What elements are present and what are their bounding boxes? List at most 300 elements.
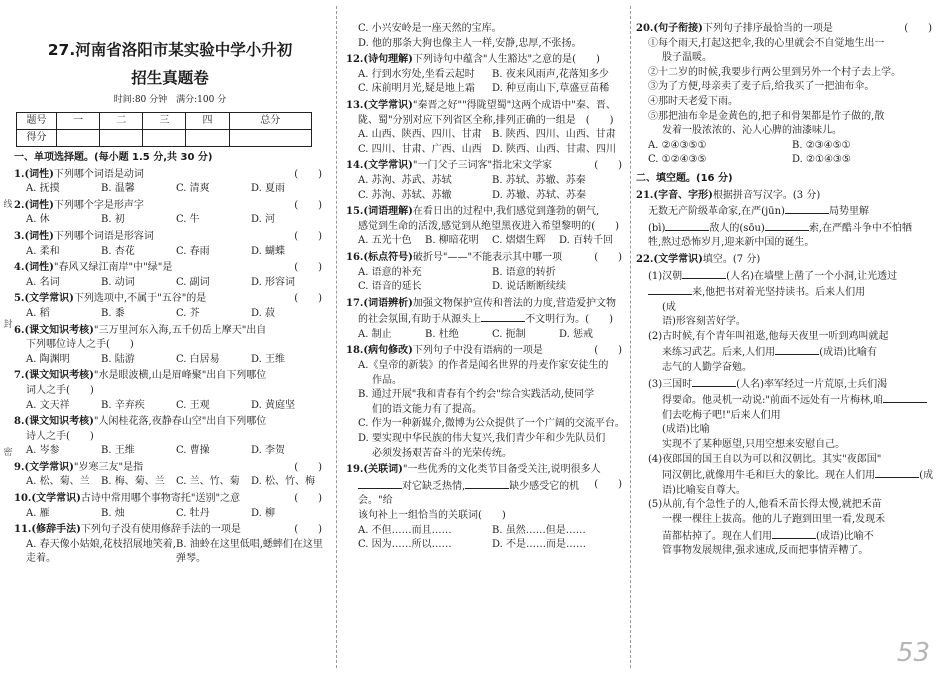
answer-paren[interactable]: ( ) bbox=[294, 199, 322, 211]
option[interactable]: B. 陆游 bbox=[101, 353, 135, 365]
question-tag: (文学常识) bbox=[363, 160, 413, 172]
question bbox=[14, 292, 326, 307]
question-number: 13. bbox=[346, 99, 364, 111]
option[interactable]: C. 熠熠生辉 bbox=[492, 235, 546, 247]
score-header: 二 bbox=[100, 113, 143, 130]
section-heading: 一、单项选择题。(每小题 1.5 分,共 30 分) bbox=[14, 152, 213, 163]
option[interactable]: A. 制止 bbox=[358, 328, 392, 340]
question bbox=[14, 369, 326, 384]
answer-paren[interactable]: ( ) bbox=[594, 160, 622, 172]
question-text: (人名)在墙壁上凿了一个小洞,让光透过 bbox=[726, 270, 898, 282]
answer-blank[interactable] bbox=[775, 344, 819, 355]
option[interactable]: D. 菽 bbox=[251, 307, 276, 319]
question-text-line: ⑤那把油布伞是金黄色的,把子和骨架都是竹子做的,散 bbox=[648, 110, 885, 122]
question-tag: (文学常识) bbox=[363, 99, 413, 111]
question-text: 加强文物保护宣传和普法的力度,营造爱护文物 bbox=[412, 297, 617, 309]
question bbox=[346, 251, 626, 266]
question-text: 来,他把书对着光坚持读书。后来人们用 bbox=[692, 287, 866, 299]
option[interactable]: A. 五光十色 bbox=[358, 235, 412, 247]
option[interactable]: C. 牛 bbox=[176, 214, 200, 226]
question-text: 同汉朝比,就像用牛毛和巨大的象比。现在人们用 bbox=[662, 470, 876, 482]
option[interactable]: D. 松、竹、梅 bbox=[251, 476, 316, 488]
options bbox=[14, 182, 326, 197]
question-tag: (文学常识) bbox=[31, 493, 81, 505]
question-text: 实现不了某种愿望,只用空想来安慰自己。 bbox=[662, 439, 846, 451]
question-text-line: (bì) 敌人的(sōu) 索,在严酷斗争中不怕牺 bbox=[636, 220, 936, 237]
question-number: 6. bbox=[14, 324, 25, 336]
answer-paren[interactable]: ( ) bbox=[294, 493, 322, 505]
option[interactable]: B. 语意的转折 bbox=[492, 266, 556, 278]
question-text-line bbox=[636, 423, 936, 438]
option[interactable]: A. 柔和 bbox=[26, 245, 60, 257]
question-text-line bbox=[346, 478, 626, 509]
side-mark-feng: 封 bbox=[3, 320, 13, 330]
option[interactable]: C. 兰、竹、菊 bbox=[176, 476, 240, 488]
question-text-line bbox=[636, 361, 936, 376]
question-number: 15. bbox=[346, 206, 364, 218]
column-3 bbox=[636, 0, 936, 673]
options bbox=[14, 353, 326, 368]
question-text-line bbox=[636, 315, 936, 330]
question-text: 不文明行为。( ) bbox=[525, 314, 613, 326]
option[interactable]: D. 不是……而是…… bbox=[492, 539, 587, 551]
question-tag: (词语理解) bbox=[363, 206, 413, 218]
question-number: 22. bbox=[636, 253, 654, 265]
question-text-line bbox=[636, 344, 936, 361]
question bbox=[14, 324, 326, 339]
question-text: (成语)比喻不 bbox=[816, 530, 874, 542]
question-text-line: C. 作为一种新媒介,微博为公众提供了一个广阔的交流平台。 bbox=[358, 418, 625, 430]
option[interactable]: C. 芥 bbox=[176, 307, 200, 319]
option[interactable]: C. 白居易 bbox=[176, 353, 220, 365]
question-text: (1)汉朝 bbox=[648, 270, 683, 282]
option[interactable]: A. 岑参 bbox=[26, 445, 60, 457]
option[interactable]: B. 虽然……但是…… bbox=[492, 524, 586, 536]
answer-blank[interactable] bbox=[875, 467, 919, 478]
question-tag: (标点符号) bbox=[363, 251, 413, 263]
option[interactable]: A. 稻 bbox=[26, 307, 50, 319]
side-mark-mi: 密 bbox=[3, 448, 13, 458]
options bbox=[14, 538, 326, 567]
question-tag: (课文知识考核) bbox=[24, 324, 94, 336]
answer-blank[interactable] bbox=[772, 528, 816, 539]
option[interactable]: A. 山西、陕西、四川、甘肃 bbox=[358, 129, 482, 141]
option[interactable]: A. 名词 bbox=[26, 276, 60, 288]
options bbox=[14, 444, 326, 459]
question-list bbox=[14, 168, 326, 567]
question-text-line: ②十二岁的时候,我要步行两公里到另外一个村子去上学。 bbox=[648, 66, 902, 78]
option[interactable]: C. 清爽 bbox=[176, 183, 210, 195]
options bbox=[14, 507, 326, 522]
option[interactable]: A. 行到水穷处,坐看云起时 bbox=[358, 68, 475, 80]
question-text: 来练习武艺。后来,人们用 bbox=[662, 347, 776, 359]
question bbox=[636, 22, 936, 37]
option[interactable]: D. 夏雨 bbox=[251, 183, 286, 195]
option[interactable]: D. ②①④③⑤ bbox=[792, 154, 851, 166]
option[interactable]: B. 陕西、四川、山西、甘肃 bbox=[492, 129, 616, 141]
question bbox=[346, 297, 626, 312]
question-text: "岁寒三友"是指 bbox=[73, 461, 144, 473]
answer-blank[interactable] bbox=[692, 376, 736, 387]
answer-paren[interactable]: ( ) bbox=[294, 168, 322, 180]
question-number: 3. bbox=[14, 230, 25, 242]
question-tag: (病句修改) bbox=[363, 345, 413, 357]
question-tag: (课文知识考核) bbox=[24, 370, 94, 382]
question-text-line: ①每个雨天,打起这把伞,我的心里就会不自觉地生出一 bbox=[648, 37, 885, 49]
question-text-line bbox=[636, 453, 936, 468]
option[interactable]: A. 抚摸 bbox=[26, 183, 60, 195]
question-number: 11. bbox=[14, 524, 32, 536]
question-text: (成语)比喻妄自尊大。 bbox=[662, 470, 934, 496]
question-text: (3)三国时 bbox=[648, 378, 693, 390]
answer-paren[interactable]: ( ) bbox=[294, 262, 322, 274]
question-text-line bbox=[636, 376, 936, 393]
question-text: 苗都枯掉了。现在人们用 bbox=[662, 530, 772, 542]
question-text-line: 陇、蜀"分别对应下列省区全称,排列正确的一组是 ( ) bbox=[358, 114, 614, 126]
options bbox=[346, 266, 626, 295]
answer-blank[interactable] bbox=[481, 311, 525, 322]
answer-blank[interactable] bbox=[883, 392, 927, 403]
score-cell[interactable] bbox=[186, 130, 229, 147]
question-text: (成语)比喻有 bbox=[819, 347, 877, 359]
option[interactable]: A. 不但……而且…… bbox=[358, 524, 452, 536]
option[interactable]: B. 初 bbox=[101, 214, 125, 226]
option[interactable]: C. 王观 bbox=[176, 399, 210, 411]
option[interactable]: D. 说话断断续续 bbox=[492, 281, 567, 293]
options bbox=[14, 307, 326, 322]
question-text: "春风又绿江南岸"中"绿"是 bbox=[53, 262, 173, 274]
question-text-line: B. 通过开展"我和青春有个约会"综合实践活动,使同学 bbox=[358, 389, 595, 401]
option[interactable]: B. 油蛉在这里低唱,蟋蟀们在这里弹琴。 bbox=[176, 538, 323, 565]
question-text: "三万里河东入海,五千仞岳上摩天"出自 bbox=[93, 324, 267, 336]
answer-paren[interactable]: ( ) bbox=[294, 293, 322, 305]
answer-blank[interactable] bbox=[765, 220, 809, 231]
question bbox=[346, 53, 626, 68]
question-text-line: 牲,熬过恐怖岁月,迎来新中国的诞生。 bbox=[648, 237, 815, 249]
question-text: 们去吃梅子吧!"后来人们用 bbox=[662, 409, 781, 421]
option-line: C. 小兴安岭是一座天然的宝库。 bbox=[358, 23, 502, 34]
question-continuation bbox=[346, 22, 626, 51]
options bbox=[14, 213, 326, 228]
option[interactable]: C. 副词 bbox=[176, 276, 210, 288]
option[interactable]: C. 因为……所以…… bbox=[358, 539, 452, 551]
option[interactable]: D. 蝴蝶 bbox=[251, 245, 286, 257]
option[interactable]: B. 王维 bbox=[101, 445, 135, 457]
option[interactable]: D. 柳 bbox=[251, 507, 276, 519]
question-text-line bbox=[636, 498, 936, 513]
question bbox=[346, 99, 626, 114]
options bbox=[14, 475, 326, 490]
options bbox=[14, 245, 326, 260]
option[interactable]: A. 春天像小姑娘,花枝招展地笑着,走着。 bbox=[26, 538, 176, 565]
question bbox=[14, 199, 326, 214]
question-text-line bbox=[636, 301, 936, 316]
options bbox=[14, 276, 326, 291]
question-number: 21. bbox=[636, 189, 654, 201]
question bbox=[14, 168, 326, 183]
question bbox=[346, 205, 626, 220]
options bbox=[346, 524, 626, 553]
options bbox=[636, 139, 936, 168]
question-tag: (诗句理解) bbox=[363, 54, 413, 66]
question-number: 12. bbox=[346, 54, 364, 66]
option[interactable]: B. 梅、菊、兰 bbox=[101, 476, 165, 488]
answer-blank[interactable] bbox=[465, 478, 509, 489]
score-cell[interactable] bbox=[229, 130, 311, 147]
question-number: 7. bbox=[14, 370, 25, 382]
question bbox=[14, 492, 326, 507]
question bbox=[14, 261, 326, 276]
question-number: 2. bbox=[14, 199, 25, 211]
answer-paren[interactable]: ( ) bbox=[66, 384, 94, 396]
option[interactable]: A. 苏洵、苏武、苏轼 bbox=[358, 174, 452, 186]
question-text-line: 无数无产阶级革命家,在严(jūn) 局势里解 bbox=[636, 203, 936, 220]
question-number: 1. bbox=[14, 168, 25, 180]
question-text: 下列哪个词语是动词 bbox=[53, 168, 144, 180]
score-table bbox=[16, 112, 312, 147]
question-text-line bbox=[636, 438, 936, 453]
question-text: 下列哪个词语是形容词 bbox=[53, 230, 154, 242]
question-text-line: 股子温暖。 bbox=[662, 52, 712, 64]
question bbox=[14, 230, 326, 245]
question-number: 19. bbox=[346, 464, 364, 476]
question-text: "水是眼波横,山是眉峰聚"出自下列哪位 bbox=[93, 370, 267, 382]
question-tag: (词性) bbox=[24, 199, 54, 211]
column-divider-2 bbox=[630, 6, 631, 668]
question-tag: (修辞手法) bbox=[31, 524, 81, 536]
question-list bbox=[636, 22, 936, 559]
question-text-line: 该句补上一组恰当的关联词( ) bbox=[358, 510, 506, 521]
question-text-line: 诗人之手( ) bbox=[26, 430, 94, 442]
question-text: 填空。(7 分) bbox=[702, 253, 761, 265]
question bbox=[346, 344, 626, 359]
option[interactable]: C. 语音的延长 bbox=[358, 281, 422, 293]
option[interactable]: C. 曹操 bbox=[176, 445, 210, 457]
option[interactable]: C. ①②④③⑤ bbox=[648, 154, 707, 166]
question-text: "一门父子三词客"指北宋文学家 bbox=[412, 160, 553, 172]
question-text: 对它缺乏热情, bbox=[402, 480, 466, 492]
question bbox=[636, 189, 936, 204]
option[interactable]: A. 松、菊、兰 bbox=[26, 476, 90, 488]
question-text-line bbox=[636, 268, 936, 301]
option[interactable]: B. 辛弃疾 bbox=[101, 399, 145, 411]
question-text-line: ③为了方便,母亲卖了麦子后,给我买了一把油布伞。 bbox=[648, 81, 875, 93]
option[interactable]: C. 床前明月光,疑是地上霜 bbox=[358, 83, 475, 95]
exam-subtitle: 招生真题卷 bbox=[131, 69, 209, 87]
answer-paren[interactable]: ( ) bbox=[106, 339, 134, 351]
option[interactable]: B. 夜来风雨声,花落知多少 bbox=[492, 68, 609, 80]
question-text: 语)形容刻苦好学。 bbox=[662, 316, 746, 328]
score-cell[interactable] bbox=[57, 130, 100, 147]
question-tag: (词语辨析) bbox=[363, 297, 413, 309]
score-header: 三 bbox=[143, 113, 186, 130]
answer-paren[interactable]: ( ) bbox=[294, 230, 322, 242]
question-tag: (文学常识) bbox=[653, 253, 703, 265]
question-text: "秦晋之好""得陇望蜀"这两个成语中"秦、晋、 bbox=[412, 99, 616, 111]
score-label: 得分 bbox=[17, 130, 57, 147]
question-text: 根据拼音写汉字。(3 分) bbox=[712, 189, 821, 201]
answer-paren[interactable]: ( ) bbox=[594, 345, 622, 357]
score-cell[interactable] bbox=[100, 130, 143, 147]
exam-meta: 时间:80 分钟 满分:100 分 bbox=[113, 95, 227, 105]
question-number: 10. bbox=[14, 493, 32, 505]
question-text: 下列句子中没有语病的一项是 bbox=[412, 345, 543, 357]
option[interactable]: C. 苏洵、苏轼、苏辙 bbox=[358, 189, 452, 201]
option[interactable]: D. 河 bbox=[251, 214, 276, 226]
answer-blank[interactable] bbox=[665, 220, 709, 231]
answer-paren[interactable]: ( ) bbox=[478, 510, 506, 521]
question-text-line: A.《皇帝的新装》的作者是闻名世界的丹麦作家安徒生的 bbox=[358, 360, 609, 372]
answer-paren[interactable]: ( ) bbox=[594, 251, 622, 263]
question-text-line bbox=[636, 544, 936, 559]
question-tag: (文学常识) bbox=[24, 461, 74, 473]
answer-paren[interactable]: ( ) bbox=[66, 430, 94, 442]
option[interactable]: B. 黍 bbox=[101, 307, 125, 319]
option[interactable]: B. 温馨 bbox=[101, 183, 135, 195]
option[interactable]: A. 语意的补充 bbox=[358, 266, 422, 278]
question-number: 5. bbox=[14, 293, 25, 305]
question-text-line: 下列哪位诗人之手( ) bbox=[26, 339, 134, 351]
question bbox=[14, 523, 326, 538]
question bbox=[14, 461, 326, 476]
option[interactable]: C. 扼制 bbox=[492, 328, 526, 340]
question-text-line: 词人之手( ) bbox=[26, 384, 94, 396]
option[interactable]: D. 李贺 bbox=[251, 445, 286, 457]
question-text: 管事物发展规律,强求速成,反而把事情弄糟了。 bbox=[662, 545, 869, 557]
column-2 bbox=[346, 0, 626, 673]
question-number: 17. bbox=[346, 297, 364, 309]
section-heading: 二、填空题。(16 分) bbox=[636, 172, 733, 184]
option[interactable]: D. 黄庭坚 bbox=[251, 399, 296, 411]
option[interactable]: D. 苏辙、苏轼、苏秦 bbox=[492, 189, 587, 201]
question-text: 破折号"——"不能表示其中哪一项 bbox=[412, 251, 563, 263]
question-text-line: 作品。 bbox=[372, 374, 402, 386]
option[interactable]: D. 惩戒 bbox=[559, 328, 594, 340]
answer-paren[interactable]: ( ) bbox=[591, 220, 619, 232]
option[interactable]: B. 柳暗花明 bbox=[425, 235, 479, 247]
page-number: 53 bbox=[896, 638, 930, 668]
option[interactable]: B. 杜绝 bbox=[425, 328, 459, 340]
option[interactable]: A. ②④③⑤① bbox=[648, 139, 707, 151]
column-divider-1 bbox=[336, 6, 337, 668]
option[interactable]: C. 四川、甘肃、广西、山西 bbox=[358, 143, 482, 155]
answer-paren[interactable]: ( ) bbox=[904, 23, 932, 34]
question-text: 缺少感受它的机会。"给 bbox=[358, 480, 580, 507]
options bbox=[14, 399, 326, 414]
question-text: 索,在严酷斗争中不怕牺 bbox=[808, 222, 912, 234]
question-text-line bbox=[636, 392, 936, 423]
question-text: 古诗中常用哪个事物寄托"送别"之意 bbox=[80, 493, 241, 505]
option[interactable]: B. 动词 bbox=[101, 276, 135, 288]
question-text-line bbox=[636, 528, 936, 545]
option[interactable]: B. ②③④⑤① bbox=[792, 139, 851, 151]
option[interactable]: B. 苏轼、苏辙、苏秦 bbox=[492, 174, 586, 186]
question-number: 18. bbox=[346, 345, 364, 357]
question-number: 16. bbox=[346, 251, 364, 263]
question bbox=[14, 415, 326, 430]
side-mark-xian: 线 bbox=[3, 200, 13, 210]
option[interactable]: D. 形容词 bbox=[251, 276, 296, 288]
question-tag: (文学常识) bbox=[24, 293, 74, 305]
question-text-line: 们的语文能力有了提高。 bbox=[372, 403, 482, 415]
question-text-line: 必须发扬艰苦奋斗的光荣传统。 bbox=[372, 447, 512, 459]
question-text: (人名)率军经过一片荒原,士兵们渴 bbox=[736, 378, 888, 390]
question-text: (成语)比喻 bbox=[662, 424, 710, 436]
question-text: 志气的人勤学奋勉。 bbox=[662, 362, 752, 374]
answer-paren[interactable]: ( ) bbox=[294, 461, 322, 473]
option[interactable]: D. 百转千回 bbox=[559, 235, 614, 247]
score-header: 四 bbox=[186, 113, 229, 130]
question-text: 在看日出的过程中,我们感觉到蓬勃的朝气, bbox=[412, 206, 600, 218]
score-cell[interactable] bbox=[143, 130, 186, 147]
question-number: 8. bbox=[14, 416, 25, 428]
question-text-line: 发着一股浓浓的、沁人心脾的油漆味儿。 bbox=[662, 125, 842, 137]
answer-paren[interactable]: ( ) bbox=[594, 478, 622, 490]
question-text: (4)夜郎国的国王自以为可以和汉朝比。其实"夜郎国" bbox=[648, 453, 882, 465]
question-tag: (词性) bbox=[24, 230, 54, 242]
option[interactable]: D. 陕西、山西、甘肃、四川 bbox=[492, 143, 617, 155]
question-number: 14. bbox=[346, 160, 364, 172]
option[interactable]: D. 种豆南山下,草盛豆苗稀 bbox=[492, 83, 610, 95]
options bbox=[346, 328, 626, 343]
option[interactable]: C. 牡丹 bbox=[176, 507, 210, 519]
question-text: (2)古时候,有个青年叫祖逖,他每天夜里一听到鸡叫就起 bbox=[648, 330, 889, 342]
question-tag: (词性) bbox=[24, 262, 54, 274]
option[interactable]: A. 陶渊明 bbox=[26, 353, 70, 365]
question-text: "人闲桂花落,夜静春山空"出自下列哪位 bbox=[93, 416, 267, 428]
option[interactable]: A. 休 bbox=[26, 214, 50, 226]
question-tag: (句子衔接) bbox=[653, 23, 703, 34]
option[interactable]: C. 春雨 bbox=[176, 245, 210, 257]
question-text-line: ④那时天老爱下雨。 bbox=[648, 95, 738, 107]
question-text: 下列句子排序最恰当的一项是 bbox=[702, 23, 833, 34]
question-text: "一些优秀的文化类节目备受关注,说明很多人 bbox=[402, 464, 601, 476]
answer-paren[interactable]: ( ) bbox=[294, 524, 322, 536]
answer-blank[interactable] bbox=[648, 284, 692, 295]
option[interactable]: A. 雁 bbox=[26, 507, 50, 519]
answer-blank[interactable] bbox=[785, 203, 829, 214]
option[interactable]: B. 杏花 bbox=[101, 245, 135, 257]
option[interactable]: A. 文天祥 bbox=[26, 399, 70, 411]
question bbox=[346, 159, 626, 174]
question-tag: (关联词) bbox=[363, 464, 403, 476]
question-text-line bbox=[636, 513, 936, 528]
question-text: 一棵一棵往上拔高。他的儿子跑到田里一看,发现禾 bbox=[662, 514, 886, 525]
question-text-line: 感觉到生命的活泼,感觉到从绝望黑夜进入希望黎明的( ) bbox=[358, 220, 619, 232]
question-number: 4. bbox=[14, 262, 25, 274]
question-list bbox=[346, 53, 626, 553]
question-text-line bbox=[636, 467, 936, 498]
answer-blank[interactable] bbox=[358, 478, 402, 489]
question-text: 下列句子没有使用修辞手法的一项是 bbox=[80, 524, 241, 536]
question-text-line: 的社会氛围,有助于从源头上 不文明行为。( ) bbox=[346, 311, 626, 328]
option[interactable]: D. 王维 bbox=[251, 353, 286, 365]
column-1 bbox=[14, 0, 326, 673]
options bbox=[346, 234, 626, 249]
option[interactable]: B. 烛 bbox=[101, 507, 125, 519]
question-text: 下列选项中,不属于"五谷"的是 bbox=[73, 293, 207, 305]
question-text: 下列哪个字是形声字 bbox=[53, 199, 144, 211]
question-text: 敌人的(sōu) bbox=[709, 222, 765, 234]
options bbox=[346, 174, 626, 203]
question bbox=[636, 253, 936, 268]
question-tag: (字音、字形) bbox=[653, 189, 713, 201]
question-text: (5)从前,有个急性子的人,他看禾苗长得太慢,就把禾苗 bbox=[648, 499, 882, 511]
score-header: 总分 bbox=[229, 113, 311, 130]
question-text-line: D. 要实现中华民族的伟大复兴,我们青少年和少先队员们 bbox=[358, 433, 606, 445]
question-text: 下列诗句中蕴含"人生豁达"之意的是( ) bbox=[412, 54, 600, 66]
answer-blank[interactable] bbox=[682, 268, 726, 279]
